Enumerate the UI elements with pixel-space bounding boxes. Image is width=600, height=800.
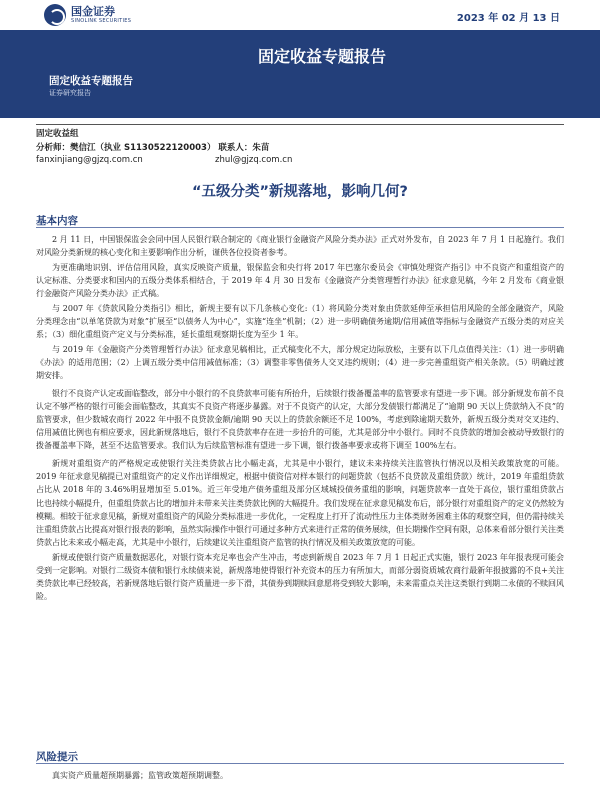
top-bar	[0, 0, 600, 32]
logo-name-cn: 国金证券	[71, 4, 115, 18]
company-logo	[44, 4, 131, 26]
section-heading-risk: 风险提示	[36, 751, 78, 763]
paragraph: 与 2007 年《贷款风险分类指引》相比，新规主要有以下几条核心变化:（1）将风险分类对象由贷款延伸至承担信用风险的全部金融资产，风险分类理念由“以单笔贷款为对象”扩展至“以债务人为中心”，实施“连坐”机制；（2）进一步明确债务逾期/信用减值等指标与金融资产五级分类的对应关系；（3）细化重组资产定义与分类标准，延长重组观察期长度为至少 1 年。	[36, 303, 564, 339]
paragraph: 与 2019 年《金融资产分类管理暂行办法》征求意见稿相比，正式稿变化不大，部分规定边际放松，主要有以下几点值得关注：（1）进一步明确《办法》的适用范围；（2）上调五级分类中信用减值标准；（3）调整非零售债务人交叉违约规则；（4）进一步完善重组资产相关条款。（5）明确过渡期安排。	[36, 344, 564, 380]
report-banner	[0, 30, 600, 118]
paragraph: 新规或使银行资产质量数据恶化，对银行资本充足率也会产生冲击，考虑到新规自 2023 年 7 月 1 日起正式实施，银行 2023 年年报表现可能会受到一定影响。对银行二级资本债和银行永续债来说，新规落地使得银行补充资本的压力有所加大，而部分弱资质城农商行最新年报披露的不良+关注类贷款比率已经较高，若新规落地后银行资产质量进一步下滑，其债券到期赎回意愿将受到较大影响，未来需重点关注这类银行到期二永债的不赎回风险。	[36, 552, 564, 601]
logo-name-en: SINOLINK SECURITIES	[71, 17, 132, 24]
paragraph: 新规对重组资产的严格规定或使银行关注类贷款占比小幅走高，尤其是中小银行，建议未来持续关注监管执行情况以及相关政策放宽的可能。2019 年征求意见稿提已对重组资产的定义作出详细规定，根据中债资信对样本银行的问题贷款（包括不良贷款及重组贷款）统计，2019 年重组贷款占比从 2018 年的 3.46%明显增加至 5.01%。近三年受地产债务重组及部分区域城投债务重组的影响，问题贷款率一直处于高位，银行重组贷款占比也持续小幅提升，但重组贷款占比的增加并未带来关注类贷款比例的大幅提升。我们发现在征求意见稿发布后，部分银行对重组资产的定义仍然较为模糊。相较于征求意见稿，新规对重组资产的风险分类标准进一步优化，一定程度上打开了流动性压力主体类财务困难主体的观察空间，但仍需持续关注重组贷款占比提高对银行报表的影响，虽然实际操作中银行可通过多种方式来进行正常的债务展续，但长期操作空间有限，总体来看部分银行关注类贷款占比未来或小幅走高，尤其是中小银行，后续建议关注重组资产监管的执行情况及相关政策放宽的可能。	[36, 459, 564, 547]
analyst-info: 分析师：樊信江（执业 S1130522120003） 联系人：朱苗	[36, 143, 270, 153]
section-heading-content: 基本内容	[36, 215, 78, 227]
contact-email: zhul@gjzq.com.cn	[215, 155, 293, 165]
report-title: “五级分类”新规落地，影响几何?	[192, 184, 408, 200]
logo-icon	[44, 4, 66, 26]
banner-title: 固定收益专题报告	[258, 47, 387, 66]
paragraph: 为更准确地识别、评估信用风险，真实反映资产质量，银保监会和央行将 2017 年巴塞尔委员会《审慎处理资产指引》中不良资产和重组资产的认定标准、分类要求和国内的五级分类体系相结合，于 2019 年 4 月 30 日发布《金融资产分类管理暂行办法》征求意见稿，今年 2 月发布《商业银行金融资产风险分类办法》正式稿。	[36, 262, 564, 298]
paragraph: 银行不良资产认定或面临整改，部分中小银行的不良贷款率可能有所抬升，后续银行拨备覆盖率的监管要求有望进一步下调。部分新规发布前不良认定不够严格的银行可能会面临整改，其真实不良资产将逐步暴露。对于不良资产的认定，大部分发债银行都满足了“逾期 90 天以上贷款纳入不良”的监管要求，但少数城农商行 2022 年中报不良贷款金额/逾期 90 天以上的贷款余额还不足 100%，考虑到除逾期天数外，新规五级分类对交叉违约、信用减值比例也有相应要求，因此新规落地后，银行不良贷款率存在进一步抬升的可能，尤其是部分中小银行。同时不良贷款的增加会被动导致银行的拨备覆盖率下降，甚至不达监管要求。我们认为后续监管标准有望进一步下调，银行拨备率要求或将下调至 100%左右。	[36, 388, 564, 451]
analyst-email: fanxinjiang@gjzq.com.cn	[36, 155, 143, 165]
section-divider	[36, 227, 564, 228]
paragraph: 2 月 11 日，中国银保监会会同中国人民银行联合制定的《商业银行金融资产风险分类办法》正式对外发布，自 2023 年 7 月 1 日起施行。我们对风险分类新规的核心变化和主要影响作出分析，谨供各位投资者参考。	[36, 235, 564, 258]
banner-report-type: 证券研究报告	[49, 89, 91, 97]
banner-subtitle: 固定收益专题报告	[49, 75, 133, 87]
report-date: 2023 年 02 月 13 日	[456, 13, 560, 24]
research-group: 固定收益组	[36, 129, 79, 139]
divider	[36, 124, 564, 125]
report-body	[36, 233, 564, 605]
risk-text: 真实资产质量超预期暴露；监管政策超预期调整。	[52, 771, 228, 780]
section-divider	[36, 763, 564, 764]
